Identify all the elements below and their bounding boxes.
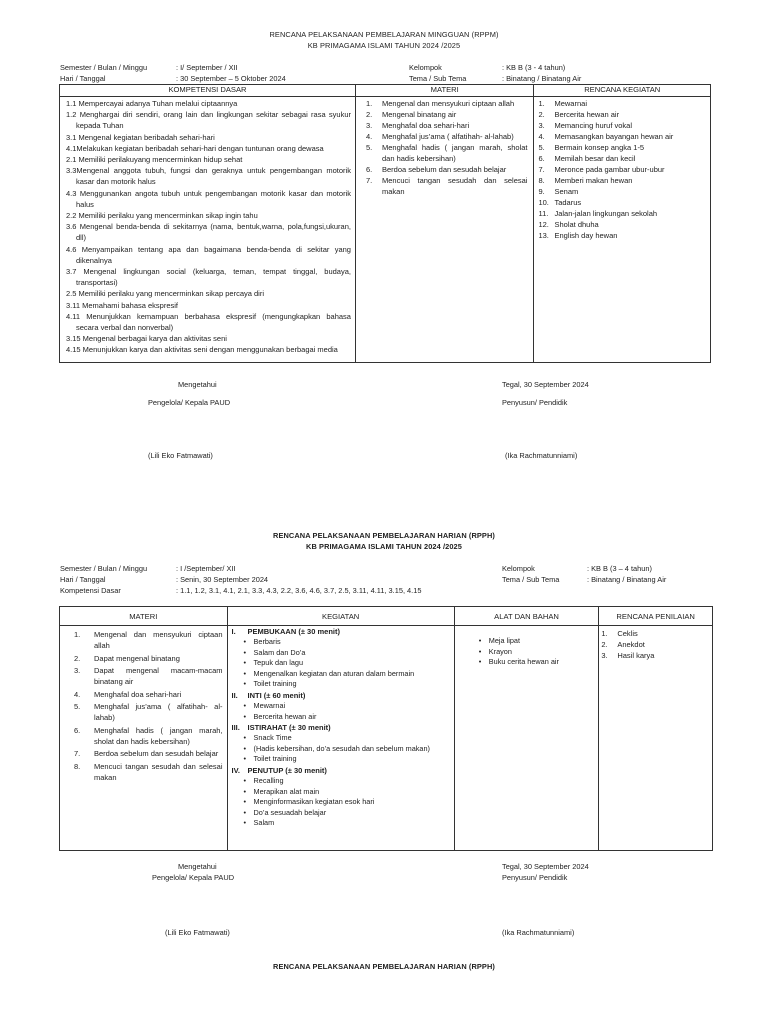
item-number: 9. (538, 187, 545, 196)
item-number: 5. (365, 143, 373, 152)
item-text: Mencuci tangan sesudah dan selesai makan (94, 761, 223, 782)
item-text: Senam (554, 187, 579, 196)
penilaian-list (599, 626, 712, 661)
item-number: 2. (601, 640, 608, 649)
item-text: Mengenal binatang air (381, 110, 457, 119)
kegiatan-item (536, 175, 706, 186)
kompetensi-item: 3.11 Memahami bahasa ekspresif (66, 300, 179, 310)
kegiatan-activity: • Salam (232, 818, 450, 829)
rppm-tema-value: : Binatang / Binatang Air (502, 74, 582, 83)
rppm-hari-label: Hari / Tanggal (60, 74, 106, 83)
materi-item (364, 98, 527, 109)
rppm-pengelola: Pengelola/ Kepala PAUD (148, 398, 231, 407)
item-number: 1. (538, 99, 545, 108)
rpph-semester-value: : I /September/ XII (176, 564, 236, 573)
item-number: 3. (601, 651, 608, 660)
item-text: Memasangkan bayangan hewan air (554, 132, 674, 141)
rpph-materi-cell (60, 626, 228, 851)
rppm-materi-cell (355, 97, 533, 363)
item-text: Memilah besar dan kecil (554, 154, 636, 163)
materi-item (364, 120, 527, 131)
item-text: Sholat dhuha (554, 220, 599, 229)
kompetensi-item: 3.15 Mengenal berbagai karya dan aktivitas seni (66, 334, 227, 344)
item-text: Memancing huruf vokal (554, 121, 633, 130)
item-number: 8. (74, 761, 81, 771)
rpph-materi-item (72, 665, 223, 687)
rppm-header-materi: MATERI (355, 85, 533, 97)
rpph-header-penilaian: RENCANA PENILAIAN (599, 607, 713, 626)
rpph-materi-item (72, 748, 223, 759)
item-number: 5. (74, 702, 81, 711)
materi-item (364, 175, 527, 197)
item-number: 1. (74, 630, 81, 639)
kegiatan-item (536, 197, 706, 208)
rpph-tema-value: : Binatang / Binatang Air (587, 575, 667, 584)
item-text: Mengenal dan mensyukuri ciptaan allah (94, 630, 223, 650)
item-number: 8. (538, 176, 545, 185)
rppm-hari-value: : 30 September – 5 Oktober 2024 (176, 74, 286, 83)
kegiatan-section-items (232, 637, 450, 690)
kegiatan-item (536, 208, 706, 219)
rpph-materi-list (60, 626, 227, 783)
rpph-header-materi: MATERI (60, 607, 228, 626)
section-title: PEMBUKAAN (± 30 menit) (247, 627, 340, 636)
rppm-pendidik-name: (Ika Rachmatunniami) (505, 451, 578, 460)
item-text: Menghafal hadis ( jangan marah, sholat dan hadis kebersihan) (381, 143, 528, 163)
alat-item: • Krayon (467, 647, 595, 658)
item-text: Memberi makan hewan (554, 176, 633, 185)
rpph-pendidik-name: (Ika Rachmatunniami) (502, 928, 575, 937)
materi-item (364, 131, 527, 142)
item-text: Mencuci tangan sesudah dan selesai makan (381, 176, 528, 196)
kegiatan-activity: • Snack Time (232, 733, 450, 744)
item-number: 1. (601, 629, 608, 638)
item-text: Menghafal doa sehari-hari (94, 689, 182, 699)
item-text: Tadarus (554, 198, 582, 207)
item-number: 4. (538, 132, 545, 141)
item-text: Ceklis (617, 629, 638, 638)
kegiatan-activity: • Toilet training (232, 754, 450, 765)
kegiatan-section-head (232, 722, 450, 733)
kegiatan-item (536, 164, 706, 175)
rpph-kelompok-label: Kelompok (502, 564, 535, 573)
rppm-kepala-name: (Lili Eko Fatmawati) (148, 451, 213, 460)
item-number: 6. (365, 165, 373, 174)
item-text: Hasil karya (617, 651, 655, 660)
kompetensi-item: 2.1 Memiliki perilakuyang mencerminkan hidup sehat (66, 155, 243, 165)
rpph-materi-item (72, 689, 223, 700)
penilaian-item (599, 639, 708, 650)
kegiatan-activity: • (Hadis kebersihan, do’a sesudah dan sebelum makan) (232, 744, 450, 755)
item-number: 7. (538, 165, 545, 174)
alat-item: • Meja lipat (467, 636, 595, 647)
item-number: 13. (538, 231, 549, 240)
rpph-mengetahui: Mengetahui (178, 862, 217, 871)
rppm-penyusun: Penyusun/ Pendidik (502, 398, 568, 407)
kegiatan-item (536, 186, 706, 197)
kompetensi-item: 4.3 Menggunankan angota tubuh untuk pengembangan motorik kasar dan motorik halus (66, 188, 351, 209)
kompetensi-item: 3.6 Mengenal benda-benda di sekitarnya (nama, bentuk,warna, pola,fungsi,ukuran, dll) (66, 222, 351, 243)
rpph-semester-label: Semester / Bulan / Minggu (60, 564, 148, 573)
kegiatan-item (536, 142, 706, 153)
rppm-semester-label: Semester / Bulan / Minggu (60, 63, 148, 72)
kegiatan-item (536, 153, 706, 164)
item-number: 10. (538, 198, 549, 207)
rpph-tempat-tanggal: Tegal, 30 September 2024 (502, 862, 589, 871)
kegiatan-item (536, 109, 706, 120)
kegiatan-activity: • Berbaris (232, 637, 450, 648)
kegiatan-list (534, 97, 710, 241)
kompetensi-item: 2.5 Memiliki perilaku yang mencerminkan sikap percaya diri (66, 289, 264, 299)
item-number: 2. (538, 110, 545, 119)
kegiatan-activity: • Merapikan alat main (232, 787, 450, 798)
item-text: Berdoa sebelum dan sesudah belajar (94, 749, 219, 758)
item-text: Menghafal hadis ( jangan marah, sholat dan hadis kebersihan) (94, 725, 223, 746)
materi-item (364, 164, 527, 175)
kegiatan-section-items (232, 733, 450, 765)
item-text: English day hewan (554, 231, 618, 240)
section-roman: III. (231, 723, 240, 733)
rppm-header-kd: KOMPETENSI DASAR (60, 85, 356, 97)
rppm-mengetahui: Mengetahui (178, 380, 217, 389)
item-number: 7. (365, 176, 373, 185)
section-title: INTI (± 60 menit) (247, 690, 306, 700)
kegiatan-activity: • Menginformasikan kegiatan esok hari (232, 797, 450, 808)
kegiatan-activity: • Bercerita hewan air (232, 712, 450, 723)
alat-item: • Buku cerita hewan air (467, 657, 595, 668)
kegiatan-activity: • Mewarnai (232, 701, 450, 712)
rpph-table (59, 606, 713, 851)
kompetensi-item: 4.6 Menyampaikan tentang apa dan bagaimana benda-benda di sekitar yang dikenalnya (66, 244, 351, 265)
rppm-kd-cell (60, 97, 356, 363)
item-text: Menghafal doa sehari-hari (381, 121, 470, 130)
kegiatan-activity: • Mengenalkan kegiatan dan aturan dalam bermain (232, 669, 450, 680)
kompetensi-item: 4.1Melakukan kegiatan beribadah sehari-hari dengan tuntunan orang dewasa (66, 143, 324, 153)
rpph2-title: RENCANA PELAKSANAAN PEMBELAJARAN HARIAN (RPPH) (273, 962, 495, 971)
section-roman: IV. (231, 765, 240, 775)
kompetensi-item: 1.2 Menghargai diri sendiri, orang lain dan lingkungan sekitar sebagai rasa syukur kepada Tuhan (66, 110, 351, 131)
item-number: 6. (538, 154, 545, 163)
rppm-title: RENCANA PELAKSANAAN PEMBELAJARAN MINGGUAN (RPPM) (269, 30, 499, 39)
item-text: Mewarnai (554, 99, 587, 108)
item-number: 3. (365, 121, 373, 130)
penilaian-item (599, 650, 708, 661)
rpph-pengelola: Pengelola/ Kepala PAUD (152, 873, 235, 882)
item-number: 11. (538, 209, 549, 218)
rppm-kegiatan-cell (534, 97, 711, 363)
rppm-subtitle: KB PRIMAGAMA ISLAMI TAHUN 2024 /2025 (307, 41, 461, 50)
rpph-header-kegiatan: KEGIATAN (227, 607, 454, 626)
kompetensi-item: 2.2 Memiliki perilaku yang mencerminkan sikap ingin tahu (66, 211, 258, 221)
rpph-materi-item (72, 725, 223, 747)
rpph-materi-item (72, 653, 223, 664)
materi-item (364, 142, 527, 164)
item-number: 2. (365, 110, 373, 119)
alat-list (455, 626, 599, 668)
rpph-kegiatan-list (228, 626, 454, 829)
rpph-header-alat: ALAT DAN BAHAN (454, 607, 599, 626)
item-text: Meronce pada gambar ubur-ubur (554, 165, 665, 174)
kompetensi-item: 4.11 Menunjukkan kemampuan berbahasa ekspresif (mengungkapkan bahasa secara verbal dan nonverbal) (66, 311, 351, 333)
rppm-header-kegiatan: RENCANA KEGIATAN (534, 85, 711, 97)
kompetensi-item: 3.7 Mengenal lingkungan social (keluarga, teman, tempat tinggal, budaya, transportasi) (66, 267, 351, 288)
item-text: Berdoa sebelum dan sesudah belajar (381, 165, 507, 174)
rpph-title: RENCANA PELAKSANAAN PEMBELAJARAN HARIAN (RPPH) (273, 531, 495, 540)
kompetensi-item: 1.1 Mempercayai adanya Tuhan melalui ciptaannya (66, 99, 238, 108)
rpph-tema-label: Tema / Sub Tema (502, 575, 560, 584)
item-text: Bercerita hewan air (554, 110, 620, 119)
item-number: 3. (74, 666, 81, 675)
rppm-table (59, 84, 711, 363)
rpph-kegiatan-cell (227, 626, 454, 851)
rpph-materi-item (72, 761, 223, 783)
kegiatan-section-head (232, 626, 450, 637)
item-text: Jalan-jalan lingkungan sekolah (554, 209, 658, 218)
kegiatan-item (536, 98, 706, 109)
kompetensi-item: 3.3Mengenal anggota tubuh, fungsi dan geraknya untuk pengembangan motorik kasar dan motorik halus (66, 166, 351, 187)
rpph-subtitle: KB PRIMAGAMA ISLAMI TAHUN 2024 /2025 (306, 542, 462, 551)
kegiatan-section-items (232, 776, 450, 829)
item-text: Mengenal dan mensyukuri ciptaan allah (381, 99, 515, 108)
item-number: 6. (74, 725, 81, 735)
rpph-penyusun: Penyusun/ Pendidik (502, 873, 568, 882)
rpph-materi-item (72, 701, 223, 723)
item-text: Menghafal jus’ama ( alfatihah- al-lahab) (381, 132, 514, 141)
item-text: Dapat mengenal binatang (94, 653, 180, 663)
item-number: 3. (538, 121, 545, 130)
rpph-kelompok-value: : KB B (3 – 4 tahun) (587, 564, 652, 573)
rpph-penilaian-cell (599, 626, 713, 851)
item-number: 2. (74, 653, 81, 663)
section-title: ISTIRAHAT (± 30 menit) (247, 723, 331, 733)
item-number: 4. (74, 689, 81, 699)
rpph-hari-value: : Senin, 30 September 2024 (176, 575, 269, 584)
rppm-semester-value: : I/ September / XII (176, 63, 238, 72)
rpph-kd-label: Kompetensi Dasar (60, 586, 121, 595)
kompetensi-list (60, 97, 355, 357)
rppm-kelompok-label: Kelompok (409, 63, 442, 72)
rpph-alat-cell (454, 626, 599, 851)
item-text: Dapat mengenal macam-macam binatang air (94, 666, 223, 686)
kompetensi-item: 3.1 Mengenal kegiatan beribadah sehari-hari (66, 132, 215, 142)
item-text: Menghafal jus’ama ( alfatihah- al-lahab) (94, 702, 223, 722)
rppm-tema-label: Tema / Sub Tema (409, 74, 467, 83)
item-text: Anekdot (617, 640, 645, 649)
rppm-tempat-tanggal: Tegal, 30 September 2024 (502, 380, 589, 389)
section-roman: I. (231, 627, 236, 636)
item-text: Bermain konsep angka 1-5 (554, 143, 645, 152)
kegiatan-section-head (232, 765, 450, 776)
kegiatan-activity: • Salam dan Do’a (232, 648, 450, 659)
kegiatan-item (536, 120, 706, 131)
rppm-kelompok-value: : KB B (3 - 4 tahun) (502, 63, 566, 72)
penilaian-item (599, 628, 708, 639)
rpph-materi-item (72, 629, 223, 651)
kegiatan-item (536, 131, 706, 142)
kegiatan-activity: • Recalling (232, 776, 450, 787)
item-number: 1. (365, 99, 373, 108)
item-number: 5. (538, 143, 545, 152)
rpph-kd-value: : 1.1, 1.2, 3.1, 4.1, 2.1, 3.3, 4.3, 2.2, 3.6, 4.6, 3.7, 2.5, 3.11, 4.11, 3.15, 4.15 (176, 586, 422, 595)
kegiatan-activity: • Toilet training (232, 679, 450, 690)
item-number: 4. (365, 132, 373, 141)
kegiatan-item (536, 230, 706, 241)
kegiatan-section-items (232, 701, 450, 722)
section-title: PENUTUP (± 30 menit) (247, 765, 327, 775)
item-number: 7. (74, 749, 81, 758)
kegiatan-item (536, 219, 706, 230)
section-roman: II. (231, 690, 238, 700)
item-number: 12. (538, 220, 549, 229)
materi-item (364, 109, 527, 120)
rpph-hari-label: Hari / Tanggal (60, 575, 106, 584)
kompetensi-item: 4.15 Menunjukkan karya dan aktivitas seni dengan menggunakan berbagai media (66, 345, 338, 355)
materi-list (356, 97, 533, 197)
kegiatan-activity: • Tepuk dan lagu (232, 658, 450, 669)
kegiatan-activity: • Do’a sesuadah belajar (232, 808, 450, 819)
rpph-kepala-name: (Lili Eko Fatmawati) (165, 928, 230, 937)
kegiatan-section-head (232, 690, 450, 701)
